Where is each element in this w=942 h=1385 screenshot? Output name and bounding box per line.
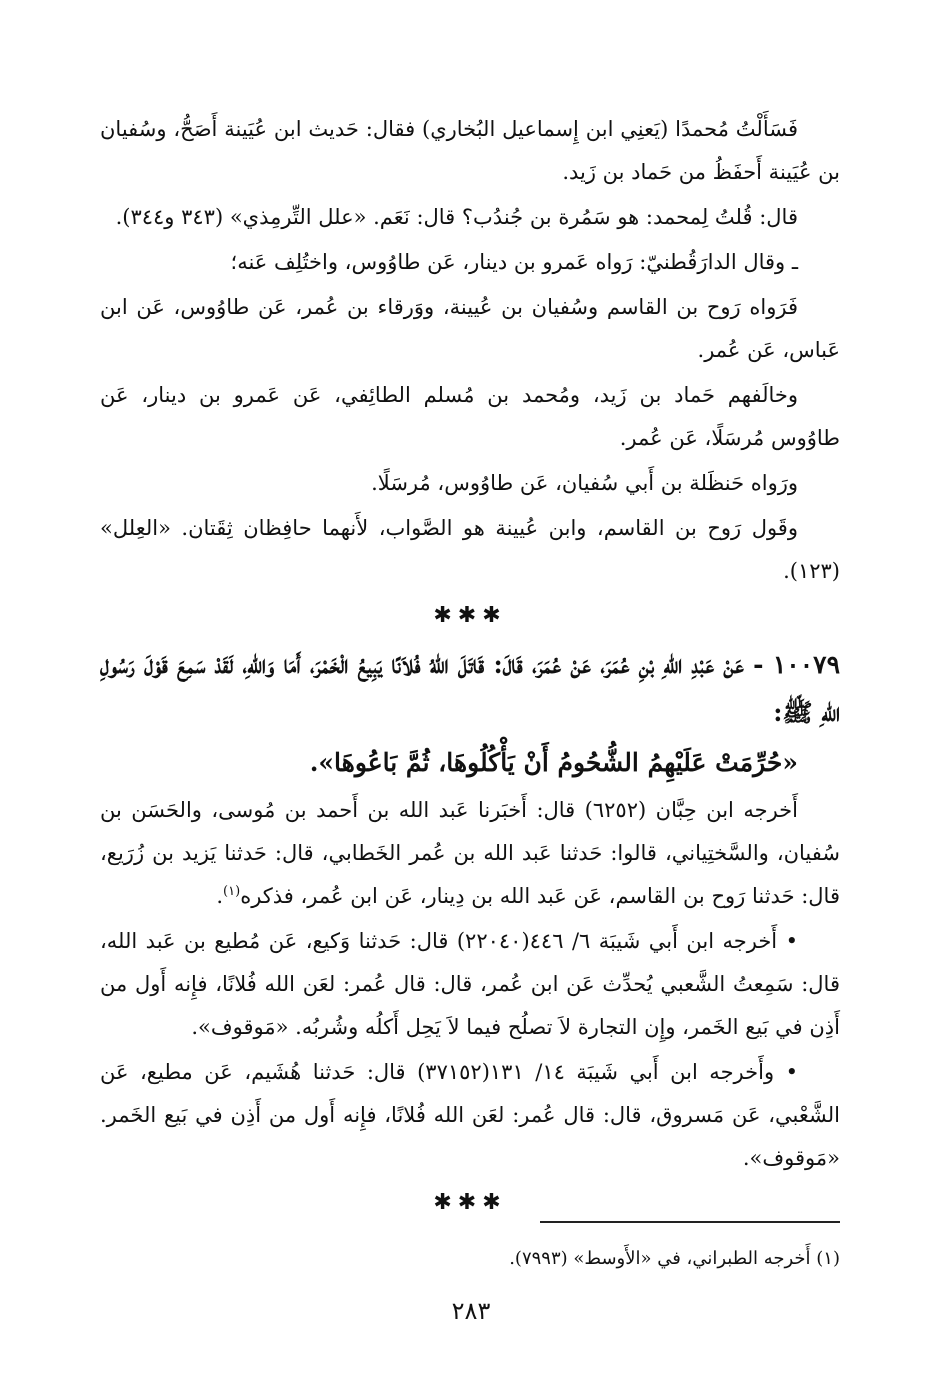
takhrij-ibn-abi-shayba-1: • أَخرجه ابن أَبي شَيبَة ٦/ ٤٤٦(٢٢٠٤٠) قال: حَدثنا وَكيع، عَن مُطيع بن عَبد الله، قال: سَمِعتُ الشَّعبي يُحدِّث عَن ابن عُمر، قال: قال عُمر: لعَن الله فُلانًا، فإِنه أَول من أَذِن في بَيع الخَمر، وإِن التجارة لاَ تصلُح فيما لاَ يَحِل أَكلُه وشُربُه. «مَوقوف».: [100, 929, 840, 1039]
hadith-text: «حُرِّمَتْ عَلَيْهِمُ الشُّحُومُ أَنْ يَأْكُلُوهَا، ثُمَّ بَاعُوهَا».: [309, 748, 798, 777]
paragraph-rawh-narration: فَرَواه رَوح بن القاسم وسُفيان بن عُيينة، ووَرقاء بن عُمر، عَن طاوُوس، عَن ابن عَباس، عَن عُمر.: [100, 295, 840, 362]
takhrij-ibn-abi-shayba-2: • وأَخرجه ابن أَبي شَيبَة ١٤/ ١٣١(٣٧١٥٢) قال: حَدثنا هُشَيم، عَن مطيع، عَن الشَّعْبي، عَن مَسروق، قال: قال عُمر: لعَن الله فُلانًا، فإِنه أَول من أَذِن في بَيع الخَمر. «مَوقوف».: [100, 1060, 840, 1170]
paragraph-bukhari-question: فَسَأَلْتُ مُحمدًا (يَعنِي ابن إِسماعيل البُخاري) فقال: حَديث ابن عُيَينة أَصَحُّ، وسُفيان بن عُيَينة أَحفَظُ من حَماد بن زَيد.: [100, 117, 840, 184]
section-separator: ✱✱✱: [433, 603, 507, 628]
end-separator: ✱✱✱: [433, 1190, 507, 1215]
paragraph-ilal-citation: وقَول رَوح بن القاسم، وابن عُيينة هو الصَّواب، لأَنهما حافِظان ثِقَتان. «العِلل» (١٢٣).: [100, 516, 840, 583]
page-body: [100, 108, 840, 1228]
paragraph-daraqutni-intro: ـ وقال الدارَقُطنيّ: رَواه عَمرو بن دينار، عَن طاوُوس، واختُلِف عَنه؛: [230, 250, 798, 274]
paragraph-tirmidhi-citation: قال: قُلتُ لِمحمد: هو سَمُرة بن جُندُب؟ قال: نَعَم. «علل التِّرمِذي» (٣٤٣ و٣٤٤).: [115, 205, 798, 229]
page-number: ٢٨٣: [451, 1297, 491, 1325]
paragraph-hammad-narration: وخالَفهم حَماد بن زَيد، ومُحمد بن مُسلم الطائِفي، عَن عَمرو بن دينار، عَن طاوُوس مُرسَلًا، عَن عُمر.: [100, 383, 840, 450]
footnote-divider: [540, 1221, 840, 1223]
footnote-marker[interactable]: (١): [223, 884, 241, 899]
takhrij-ibn-hibban-text: أَخرجه ابن حِبَّان (٦٢٥٢) قال: أَخبَرنا عَبد الله بن أَحمد بن مُوسى، والحَسَن بن سُفيان، والسَّختِياني، قالوا: حَدثنا عَبد الله بن عُمر الخَطابي، قال: حَدثنا يَزيد بن زُرَيع، قال: حَدثنا رَوح بن القاسم، عَن عَبد الله بن دِينار، عَن ابن عُمر، فذكره: [100, 798, 840, 908]
hadith-number-line: ١٠٠٧٩ - عَنْ عَبْدِ اللهِ بْنِ عُمَرَ، عَنْ عُمَرَ، قَالَ: قَاتَلَ اللهُ فُلاَنًا يَبِيعُ الْخَمْرَ، أَمَا وَاللهِ، لَقَدْ سَمِعَ قَوْلَ رَسُولِ اللهِ ﷺ:: [100, 650, 840, 727]
takhrij-ibn-hibban: أَخرجه ابن حِبَّان (٦٢٥٢) قال: أَخبَرنا عَبد الله بن أَحمد بن مُوسى، والحَسَن بن سُفيان، والسَّختِياني، قالوا: حَدثنا عَبد الله بن عُمر الخَطابي، قال: حَدثنا يَزيد بن زُرَيع، قال: حَدثنا رَوح بن القاسم، عَن عَبد الله بن دِينار، عَن ابن عُمر، فذكره$^{(١)}$.: [100, 798, 840, 908]
footnote: (١) أَخرجه الطبراني، في «الأَوسط» (٧٩٩٣).: [509, 1248, 840, 1269]
paragraph-hanzala-narration: ورَواه حَنظَلة بن أَبي سُفيان، عَن طاوُوس، مُرسَلًا.: [371, 471, 798, 495]
